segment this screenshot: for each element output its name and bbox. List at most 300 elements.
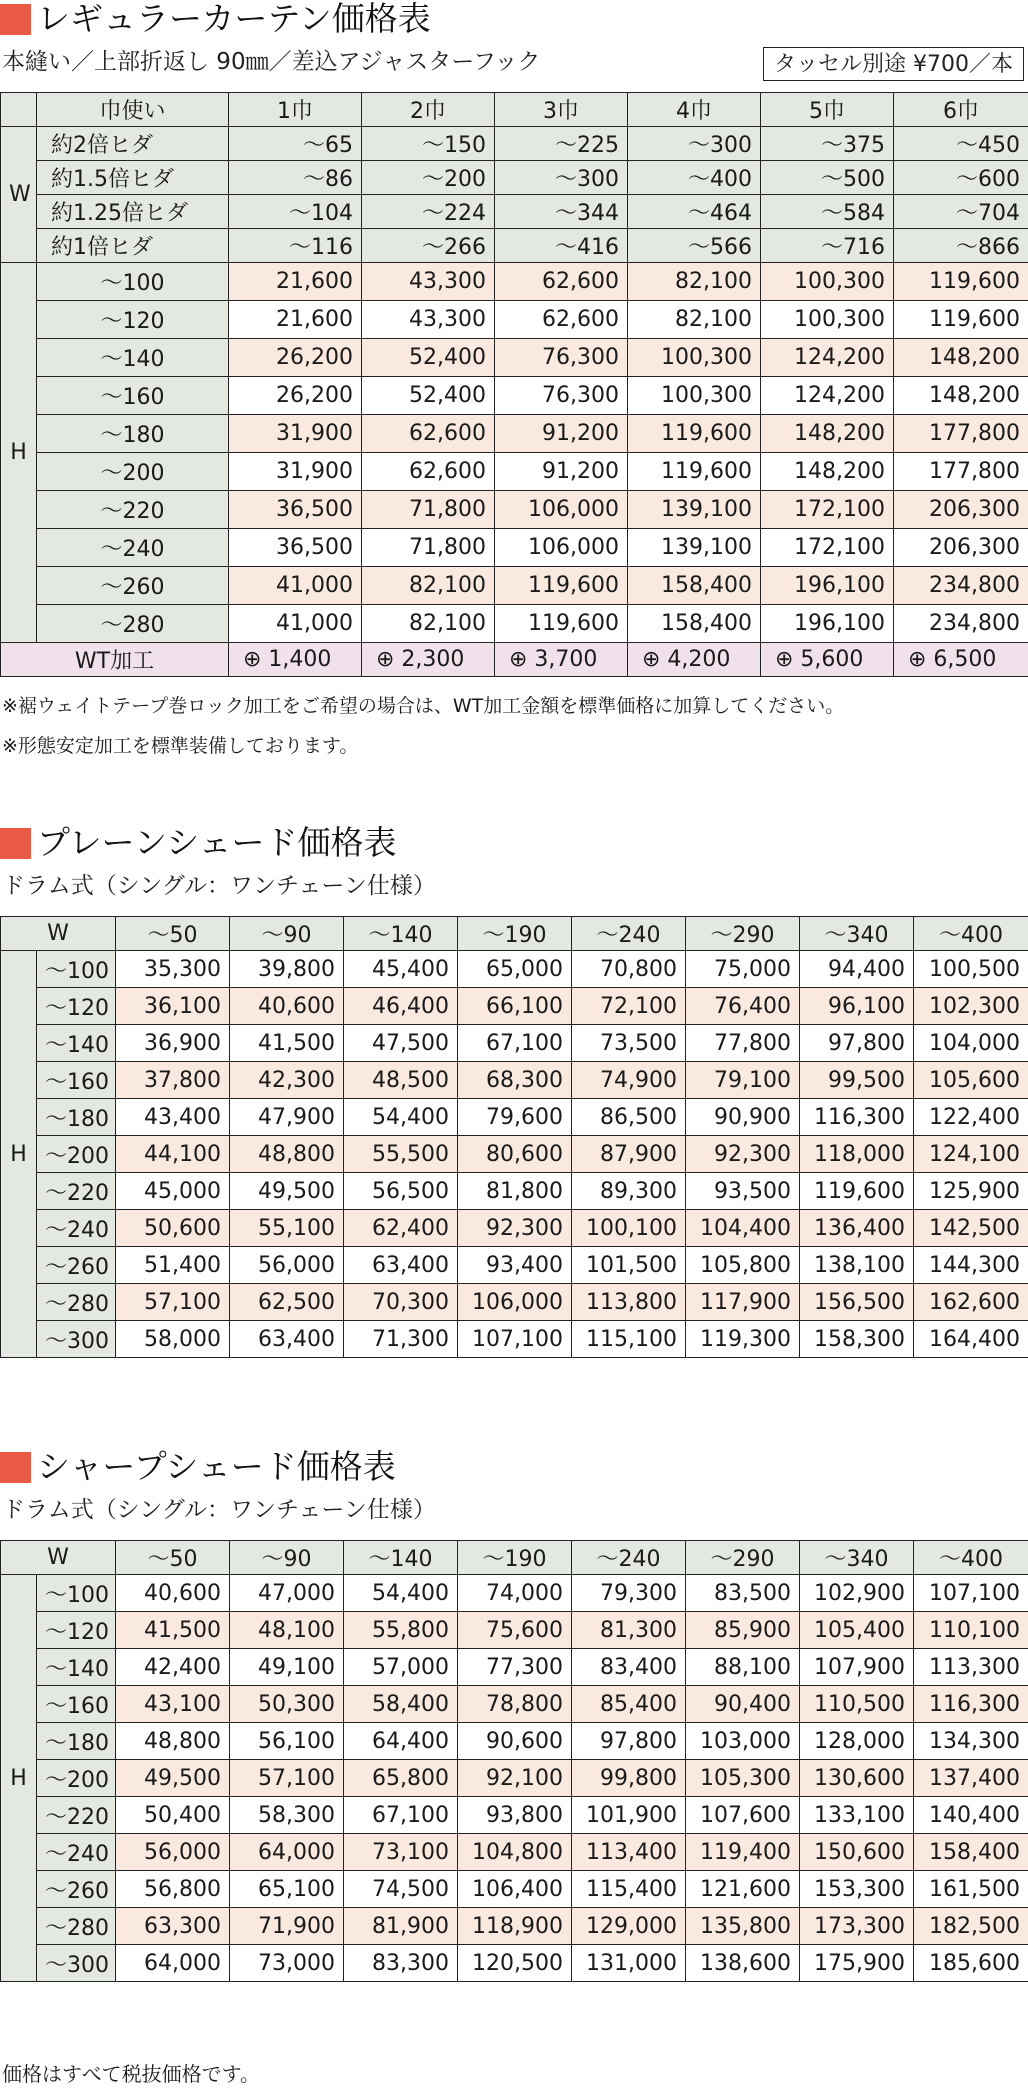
table-row xyxy=(1,1099,1028,1136)
price-cell: 140,400 xyxy=(914,1797,1028,1834)
table-row xyxy=(1,1797,1028,1834)
pleat-label: 約2倍ヒダ xyxy=(37,127,229,161)
price-cell: 105,400 xyxy=(800,1612,914,1649)
price-cell: 105,300 xyxy=(686,1760,800,1797)
red-square-icon xyxy=(0,828,31,859)
table-row xyxy=(1,161,1028,195)
price-cell: 56,000 xyxy=(116,1834,230,1871)
col-header-width: ～190 xyxy=(458,1541,572,1575)
price-cell: 58,300 xyxy=(230,1797,344,1834)
width-value: ～300 xyxy=(628,127,761,161)
price-cell: 62,400 xyxy=(344,1210,458,1247)
height-label: ～140 xyxy=(37,1025,116,1062)
price-cell: 48,800 xyxy=(116,1723,230,1760)
price-cell: 120,500 xyxy=(458,1945,572,1982)
price-cell: 57,100 xyxy=(230,1760,344,1797)
price-cell: 125,900 xyxy=(914,1173,1028,1210)
price-cell: 39,800 xyxy=(230,951,344,988)
price-cell: 113,800 xyxy=(572,1284,686,1321)
col-header-width: ～50 xyxy=(116,1541,230,1575)
price-cell: 82,100 xyxy=(628,301,761,339)
plain-price-table xyxy=(0,916,1028,1358)
price-cell: 52,400 xyxy=(362,377,495,415)
plain-subtitle: ドラム式（シングル：ワンチェーン仕様） xyxy=(2,873,436,899)
height-label: ～180 xyxy=(37,1723,116,1760)
price-cell: 50,300 xyxy=(230,1686,344,1723)
price-cell: 121,600 xyxy=(686,1871,800,1908)
price-cell: 172,100 xyxy=(761,529,894,567)
width-value: ～300 xyxy=(495,161,628,195)
table-row xyxy=(1,1025,1028,1062)
table-row xyxy=(1,605,1028,643)
price-cell: 113,400 xyxy=(572,1834,686,1871)
price-cell: 172,100 xyxy=(761,491,894,529)
price-cell: 71,800 xyxy=(362,491,495,529)
price-cell: 74,500 xyxy=(344,1871,458,1908)
width-value: ～266 xyxy=(362,229,495,263)
price-cell: 129,000 xyxy=(572,1908,686,1945)
w-header-label: W xyxy=(1,917,116,951)
regular-note-1: ※裾ウェイトテープ巻ロック加工をご希望の場合は、WT加工金額を標準価格に加算してください。 xyxy=(2,695,845,717)
price-cell: 115,400 xyxy=(572,1871,686,1908)
price-cell: 37,800 xyxy=(116,1062,230,1099)
height-label: ～140 xyxy=(37,1649,116,1686)
price-cell: 119,600 xyxy=(628,415,761,453)
height-label: ～240 xyxy=(37,1834,116,1871)
price-cell: 101,900 xyxy=(572,1797,686,1834)
table-header-row xyxy=(1,1541,1028,1575)
col-header-width: ～290 xyxy=(686,917,800,951)
price-cell: 133,100 xyxy=(800,1797,914,1834)
height-label: ～260 xyxy=(37,567,229,605)
price-cell: 128,000 xyxy=(800,1723,914,1760)
col-header-width: ～90 xyxy=(230,917,344,951)
width-value: ～224 xyxy=(362,195,495,229)
price-cell: 104,800 xyxy=(458,1834,572,1871)
price-cell: 158,400 xyxy=(628,605,761,643)
price-cell: 49,500 xyxy=(230,1173,344,1210)
price-cell: 100,100 xyxy=(572,1210,686,1247)
price-cell: 104,400 xyxy=(686,1210,800,1247)
price-cell: 36,900 xyxy=(116,1025,230,1062)
table-row xyxy=(1,1834,1028,1871)
height-label: ～300 xyxy=(37,1321,116,1358)
width-value: ～600 xyxy=(894,161,1028,195)
price-cell: 87,900 xyxy=(572,1136,686,1173)
price-cell: 93,400 xyxy=(458,1247,572,1284)
width-value: ～704 xyxy=(894,195,1028,229)
price-cell: 144,300 xyxy=(914,1247,1028,1284)
price-cell: 83,300 xyxy=(344,1945,458,1982)
table-row xyxy=(1,127,1028,161)
price-cell: 116,300 xyxy=(914,1686,1028,1723)
width-value: ～86 xyxy=(229,161,362,195)
price-cell: 139,100 xyxy=(628,491,761,529)
price-cell: 102,900 xyxy=(800,1575,914,1612)
height-label: ～160 xyxy=(37,377,229,415)
price-cell: 73,100 xyxy=(344,1834,458,1871)
price-cell: 71,300 xyxy=(344,1321,458,1358)
price-cell: 99,800 xyxy=(572,1760,686,1797)
price-cell: 124,200 xyxy=(761,377,894,415)
price-cell: 41,000 xyxy=(229,567,362,605)
price-cell: 139,100 xyxy=(628,529,761,567)
price-cell: 131,000 xyxy=(572,1945,686,1982)
h-group-label: H xyxy=(1,951,37,1358)
price-cell: 92,300 xyxy=(686,1136,800,1173)
price-cell: 107,600 xyxy=(686,1797,800,1834)
table-row xyxy=(1,491,1028,529)
price-cell: 105,600 xyxy=(914,1062,1028,1099)
plain-title-text: プレーンシェード価格表 xyxy=(37,823,397,862)
price-cell: 57,100 xyxy=(116,1284,230,1321)
width-value: ～866 xyxy=(894,229,1028,263)
price-cell: 206,300 xyxy=(894,529,1028,567)
height-label: ～100 xyxy=(37,951,116,988)
price-cell: 36,100 xyxy=(116,988,230,1025)
price-cell: 99,500 xyxy=(800,1062,914,1099)
price-cell: 107,100 xyxy=(914,1575,1028,1612)
price-cell: 63,400 xyxy=(344,1247,458,1284)
price-cell: 104,000 xyxy=(914,1025,1028,1062)
price-cell: 137,400 xyxy=(914,1760,1028,1797)
regular-title xyxy=(0,0,431,38)
col-header-width: 4巾 xyxy=(628,93,761,127)
col-header-width: ～140 xyxy=(344,1541,458,1575)
width-value: ～116 xyxy=(229,229,362,263)
price-cell: 88,100 xyxy=(686,1649,800,1686)
price-cell: 56,100 xyxy=(230,1723,344,1760)
height-label: ～280 xyxy=(37,605,229,643)
price-cell: 82,100 xyxy=(362,605,495,643)
col-header-width: ～340 xyxy=(800,1541,914,1575)
price-cell: 85,400 xyxy=(572,1686,686,1723)
price-cell: 67,100 xyxy=(458,1025,572,1062)
price-cell: 65,800 xyxy=(344,1760,458,1797)
price-cell: 50,400 xyxy=(116,1797,230,1834)
height-label: ～160 xyxy=(37,1686,116,1723)
price-cell: 81,900 xyxy=(344,1908,458,1945)
price-cell: 185,600 xyxy=(914,1945,1028,1982)
price-cell: 116,300 xyxy=(800,1099,914,1136)
price-cell: 142,500 xyxy=(914,1210,1028,1247)
col-header-width: ～400 xyxy=(914,1541,1028,1575)
width-value: ～344 xyxy=(495,195,628,229)
price-cell: 81,800 xyxy=(458,1173,572,1210)
price-cell: 50,600 xyxy=(116,1210,230,1247)
price-cell: 113,300 xyxy=(914,1649,1028,1686)
width-value: ～450 xyxy=(894,127,1028,161)
price-cell: 43,300 xyxy=(362,263,495,301)
price-cell: 41,000 xyxy=(229,605,362,643)
wt-price-cell: ⊕ 2,300 xyxy=(362,643,495,677)
height-label: ～120 xyxy=(37,1612,116,1649)
col-header-width: ～140 xyxy=(344,917,458,951)
price-cell: 115,100 xyxy=(572,1321,686,1358)
price-cell: 118,000 xyxy=(800,1136,914,1173)
width-value: ～464 xyxy=(628,195,761,229)
table-row xyxy=(1,1575,1028,1612)
price-cell: 41,500 xyxy=(116,1612,230,1649)
price-cell: 31,900 xyxy=(229,453,362,491)
price-cell: 77,300 xyxy=(458,1649,572,1686)
price-cell: 92,300 xyxy=(458,1210,572,1247)
table-row xyxy=(1,195,1028,229)
price-cell: 158,300 xyxy=(800,1321,914,1358)
wt-price-cell: ⊕ 5,600 xyxy=(761,643,894,677)
price-cell: 182,500 xyxy=(914,1908,1028,1945)
table-row xyxy=(1,1686,1028,1723)
height-label: ～140 xyxy=(37,339,229,377)
height-label: ～120 xyxy=(37,301,229,339)
height-label: ～280 xyxy=(37,1284,116,1321)
price-cell: 73,000 xyxy=(230,1945,344,1982)
price-cell: 83,400 xyxy=(572,1649,686,1686)
table-row xyxy=(1,415,1028,453)
price-cell: 89,300 xyxy=(572,1173,686,1210)
price-cell: 77,800 xyxy=(686,1025,800,1062)
price-cell: 177,800 xyxy=(894,453,1028,491)
price-cell: 62,500 xyxy=(230,1284,344,1321)
price-cell: 26,200 xyxy=(229,339,362,377)
table-row xyxy=(1,301,1028,339)
height-label: ～180 xyxy=(37,1099,116,1136)
sharp-title xyxy=(0,1448,396,1486)
table-row xyxy=(1,1210,1028,1247)
width-value: ～400 xyxy=(628,161,761,195)
price-cell: 36,500 xyxy=(229,491,362,529)
price-cell: 55,500 xyxy=(344,1136,458,1173)
price-cell: 65,000 xyxy=(458,951,572,988)
price-cell: 78,800 xyxy=(458,1686,572,1723)
price-cell: 48,800 xyxy=(230,1136,344,1173)
price-cell: 79,300 xyxy=(572,1575,686,1612)
price-cell: 117,900 xyxy=(686,1284,800,1321)
price-cell: 175,900 xyxy=(800,1945,914,1982)
price-cell: 43,100 xyxy=(116,1686,230,1723)
tassel-tag: タッセル別途 ¥700／本 xyxy=(763,47,1024,81)
price-cell: 92,100 xyxy=(458,1760,572,1797)
price-cell: 76,300 xyxy=(495,339,628,377)
price-cell: 31,900 xyxy=(229,415,362,453)
price-cell: 119,400 xyxy=(686,1834,800,1871)
price-cell: 124,200 xyxy=(761,339,894,377)
price-cell: 72,100 xyxy=(572,988,686,1025)
price-cell: 75,600 xyxy=(458,1612,572,1649)
price-cell: 119,300 xyxy=(686,1321,800,1358)
price-cell: 45,000 xyxy=(116,1173,230,1210)
price-cell: 110,500 xyxy=(800,1686,914,1723)
table-row xyxy=(1,453,1028,491)
price-cell: 97,800 xyxy=(572,1723,686,1760)
table-header-row xyxy=(1,917,1028,951)
price-cell: 35,300 xyxy=(116,951,230,988)
price-cell: 119,600 xyxy=(495,567,628,605)
price-cell: 68,300 xyxy=(458,1062,572,1099)
price-cell: 52,400 xyxy=(362,339,495,377)
height-label: ～100 xyxy=(37,263,229,301)
price-cell: 58,000 xyxy=(116,1321,230,1358)
price-cell: 48,100 xyxy=(230,1612,344,1649)
price-cell: 47,000 xyxy=(230,1575,344,1612)
price-cell: 148,200 xyxy=(894,339,1028,377)
red-square-icon xyxy=(0,4,31,35)
table-row xyxy=(1,1247,1028,1284)
price-cell: 43,400 xyxy=(116,1099,230,1136)
pleat-label: 約1倍ヒダ xyxy=(37,229,229,263)
height-label: ～120 xyxy=(37,988,116,1025)
col-header-width: ～240 xyxy=(572,1541,686,1575)
price-cell: 90,400 xyxy=(686,1686,800,1723)
table-row xyxy=(1,377,1028,415)
corner-cell xyxy=(1,93,37,127)
price-cell: 162,600 xyxy=(914,1284,1028,1321)
wt-label: WT加工 xyxy=(1,643,229,677)
w-header-label: W xyxy=(1,1541,116,1575)
price-cell: 196,100 xyxy=(761,605,894,643)
price-cell: 138,600 xyxy=(686,1945,800,1982)
table-row xyxy=(1,1908,1028,1945)
height-label: ～240 xyxy=(37,529,229,567)
price-cell: 134,300 xyxy=(914,1723,1028,1760)
price-cell: 75,000 xyxy=(686,951,800,988)
price-cell: 51,400 xyxy=(116,1247,230,1284)
price-cell: 103,000 xyxy=(686,1723,800,1760)
price-cell: 80,600 xyxy=(458,1136,572,1173)
price-cell: 70,800 xyxy=(572,951,686,988)
price-cell: 234,800 xyxy=(894,567,1028,605)
price-cell: 156,500 xyxy=(800,1284,914,1321)
wt-price-cell: ⊕ 4,200 xyxy=(628,643,761,677)
price-cell: 62,600 xyxy=(495,263,628,301)
width-value: ～375 xyxy=(761,127,894,161)
regular-subtitle: 本縫い／上部折返し 90㎜／差込アジャスターフック xyxy=(2,49,541,75)
table-row xyxy=(1,1284,1028,1321)
pleat-label: 約1.25倍ヒダ xyxy=(37,195,229,229)
price-cell: 26,200 xyxy=(229,377,362,415)
price-cell: 58,400 xyxy=(344,1686,458,1723)
wt-row xyxy=(1,643,1028,677)
price-cell: 55,100 xyxy=(230,1210,344,1247)
price-cell: 119,600 xyxy=(894,301,1028,339)
price-cell: 74,000 xyxy=(458,1575,572,1612)
table-row xyxy=(1,1612,1028,1649)
price-cell: 106,400 xyxy=(458,1871,572,1908)
price-cell: 46,400 xyxy=(344,988,458,1025)
price-cell: 36,500 xyxy=(229,529,362,567)
price-cell: 76,300 xyxy=(495,377,628,415)
price-cell: 100,300 xyxy=(761,301,894,339)
price-cell: 105,800 xyxy=(686,1247,800,1284)
price-cell: 45,400 xyxy=(344,951,458,988)
price-cell: 90,900 xyxy=(686,1099,800,1136)
price-cell: 93,800 xyxy=(458,1797,572,1834)
table-row xyxy=(1,339,1028,377)
price-cell: 118,900 xyxy=(458,1908,572,1945)
col-header-width: 3巾 xyxy=(495,93,628,127)
price-cell: 47,900 xyxy=(230,1099,344,1136)
price-cell: 83,500 xyxy=(686,1575,800,1612)
col-header-width: ～50 xyxy=(116,917,230,951)
sharp-price-table xyxy=(0,1540,1028,1982)
price-cell: 62,600 xyxy=(495,301,628,339)
price-cell: 44,100 xyxy=(116,1136,230,1173)
col-header-width: ～290 xyxy=(686,1541,800,1575)
price-cell: 79,600 xyxy=(458,1099,572,1136)
price-cell: 71,800 xyxy=(362,529,495,567)
table-row xyxy=(1,1723,1028,1760)
price-cell: 74,900 xyxy=(572,1062,686,1099)
col-header-width: ～190 xyxy=(458,917,572,951)
width-value: ～716 xyxy=(761,229,894,263)
price-cell: 148,200 xyxy=(761,453,894,491)
price-cell: 66,100 xyxy=(458,988,572,1025)
height-label: ～220 xyxy=(37,1797,116,1834)
tax-note: 価格はすべて税抜価格です。 xyxy=(2,2062,260,2086)
table-row xyxy=(1,1173,1028,1210)
price-cell: 62,600 xyxy=(362,453,495,491)
price-cell: 158,400 xyxy=(914,1834,1028,1871)
price-cell: 54,400 xyxy=(344,1575,458,1612)
price-cell: 100,300 xyxy=(761,263,894,301)
price-cell: 138,100 xyxy=(800,1247,914,1284)
price-cell: 71,900 xyxy=(230,1908,344,1945)
table-row xyxy=(1,951,1028,988)
price-cell: 148,200 xyxy=(894,377,1028,415)
height-label: ～300 xyxy=(37,1945,116,1982)
price-cell: 42,300 xyxy=(230,1062,344,1099)
table-row xyxy=(1,988,1028,1025)
table-header-row xyxy=(1,93,1028,127)
regular-note-2: ※形態安定加工を標準装備しております。 xyxy=(2,735,359,757)
price-cell: 41,500 xyxy=(230,1025,344,1062)
price-cell: 106,000 xyxy=(495,491,628,529)
price-cell: 173,300 xyxy=(800,1908,914,1945)
price-cell: 21,600 xyxy=(229,301,362,339)
width-value: ～566 xyxy=(628,229,761,263)
table-row xyxy=(1,529,1028,567)
price-cell: 63,400 xyxy=(230,1321,344,1358)
price-cell: 97,800 xyxy=(800,1025,914,1062)
price-cell: 135,800 xyxy=(686,1908,800,1945)
col-header-usage: 巾使い xyxy=(37,93,229,127)
plain-title xyxy=(0,824,397,862)
h-group-label: H xyxy=(1,263,37,643)
height-label: ～220 xyxy=(37,491,229,529)
h-group-label: H xyxy=(1,1575,37,1982)
price-cell: 148,200 xyxy=(761,415,894,453)
height-label: ～260 xyxy=(37,1247,116,1284)
price-cell: 62,600 xyxy=(362,415,495,453)
width-value: ～150 xyxy=(362,127,495,161)
price-cell: 110,100 xyxy=(914,1612,1028,1649)
sharp-subtitle: ドラム式（シングル：ワンチェーン仕様） xyxy=(2,1497,436,1523)
price-cell: 177,800 xyxy=(894,415,1028,453)
height-label: ～240 xyxy=(37,1210,116,1247)
price-cell: 82,100 xyxy=(362,567,495,605)
price-cell: 94,400 xyxy=(800,951,914,988)
price-cell: 119,600 xyxy=(495,605,628,643)
height-label: ～280 xyxy=(37,1908,116,1945)
table-row xyxy=(1,1321,1028,1358)
price-cell: 106,000 xyxy=(458,1284,572,1321)
price-cell: 136,400 xyxy=(800,1210,914,1247)
width-value: ～584 xyxy=(761,195,894,229)
height-label: ～160 xyxy=(37,1062,116,1099)
price-cell: 119,600 xyxy=(894,263,1028,301)
height-label: ～200 xyxy=(37,453,229,491)
height-label: ～260 xyxy=(37,1871,116,1908)
